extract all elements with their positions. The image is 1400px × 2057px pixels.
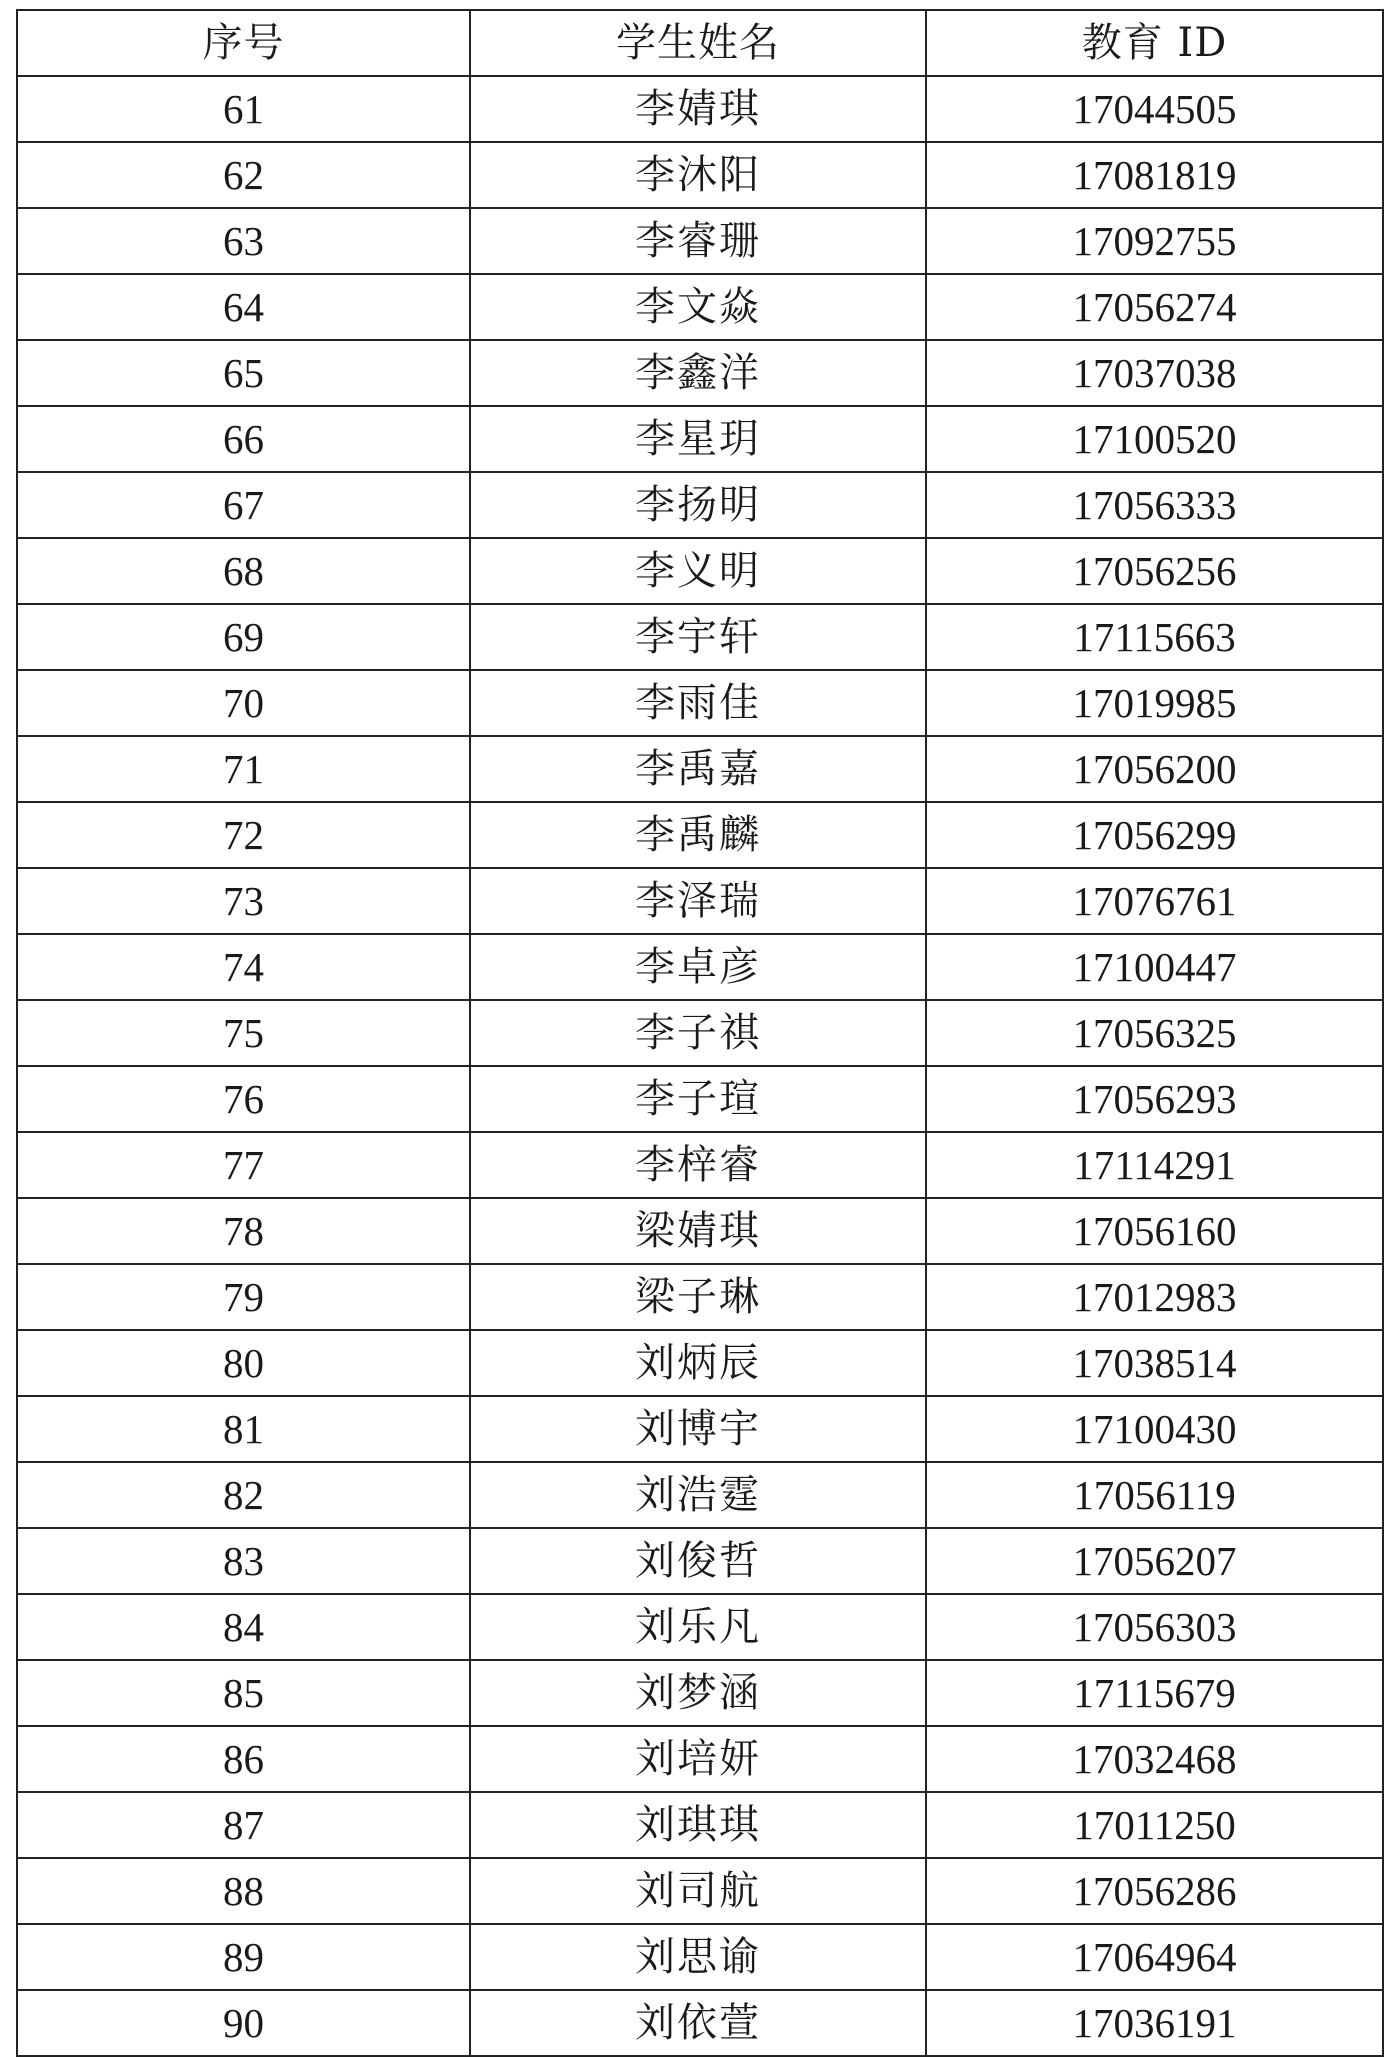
cell-serial-number: 84 [17,1594,470,1660]
cell-education-id: 17056303 [926,1594,1383,1660]
cell-serial-number: 78 [17,1198,470,1264]
cell-serial-number: 70 [17,670,470,736]
cell-serial-number: 85 [17,1660,470,1726]
table-row [17,1858,1383,1924]
cell-serial-number: 72 [17,802,470,868]
cell-education-id: 17115663 [926,604,1383,670]
cell-student-name: 刘依萱 [470,1990,926,2056]
cell-student-name: 刘思谕 [470,1924,926,1990]
cell-student-name: 李义明 [470,538,926,604]
cell-student-name: 李鑫洋 [470,340,926,406]
cell-education-id: 17056325 [926,1000,1383,1066]
table-row [17,1528,1383,1594]
table-row [17,670,1383,736]
cell-education-id: 17100430 [926,1396,1383,1462]
cell-serial-number: 83 [17,1528,470,1594]
table-row [17,802,1383,868]
cell-student-name: 李扬明 [470,472,926,538]
cell-student-name: 李文焱 [470,274,926,340]
cell-serial-number: 82 [17,1462,470,1528]
cell-student-name: 梁子琳 [470,1264,926,1330]
table-row [17,604,1383,670]
cell-education-id: 17036191 [926,1990,1383,2056]
cell-education-id: 17100520 [926,406,1383,472]
cell-student-name: 李宇轩 [470,604,926,670]
cell-education-id: 17056299 [926,802,1383,868]
cell-student-name: 刘培妍 [470,1726,926,1792]
cell-serial-number: 90 [17,1990,470,2056]
cell-education-id: 17064964 [926,1924,1383,1990]
cell-education-id: 17012983 [926,1264,1383,1330]
table-row [17,1000,1383,1066]
table-row [17,538,1383,604]
cell-education-id: 17056119 [926,1462,1383,1528]
cell-serial-number: 73 [17,868,470,934]
cell-education-id: 17056160 [926,1198,1383,1264]
cell-education-id: 17032468 [926,1726,1383,1792]
cell-serial-number: 77 [17,1132,470,1198]
cell-student-name: 李星玥 [470,406,926,472]
table-row [17,1198,1383,1264]
cell-serial-number: 64 [17,274,470,340]
cell-education-id: 17056274 [926,274,1383,340]
cell-student-name: 刘俊哲 [470,1528,926,1594]
cell-education-id: 17056293 [926,1066,1383,1132]
cell-serial-number: 65 [17,340,470,406]
cell-student-name: 刘乐凡 [470,1594,926,1660]
cell-serial-number: 81 [17,1396,470,1462]
table-row [17,1594,1383,1660]
table-row [17,1264,1383,1330]
cell-education-id: 17100447 [926,934,1383,1000]
cell-student-name: 刘炳辰 [470,1330,926,1396]
cell-education-id: 17056286 [926,1858,1383,1924]
cell-education-id: 17019985 [926,670,1383,736]
cell-serial-number: 79 [17,1264,470,1330]
table-row [17,1462,1383,1528]
cell-serial-number: 63 [17,208,470,274]
cell-education-id: 17056256 [926,538,1383,604]
cell-education-id: 17056333 [926,472,1383,538]
cell-education-id: 17076761 [926,868,1383,934]
header-education-id: 教育 ID [926,10,1383,76]
header-row [17,10,1383,76]
cell-serial-number: 74 [17,934,470,1000]
cell-student-name: 李婧琪 [470,76,926,142]
table-row [17,340,1383,406]
cell-education-id: 17038514 [926,1330,1383,1396]
table-row [17,1066,1383,1132]
table-row [17,1660,1383,1726]
cell-serial-number: 87 [17,1792,470,1858]
cell-serial-number: 61 [17,76,470,142]
cell-education-id: 17114291 [926,1132,1383,1198]
cell-education-id: 17037038 [926,340,1383,406]
cell-education-id: 17056207 [926,1528,1383,1594]
cell-education-id: 17056200 [926,736,1383,802]
cell-student-name: 李睿珊 [470,208,926,274]
cell-student-name: 李雨佳 [470,670,926,736]
table-row [17,934,1383,1000]
cell-student-name: 李子祺 [470,1000,926,1066]
cell-serial-number: 69 [17,604,470,670]
cell-student-name: 刘博宇 [470,1396,926,1462]
cell-serial-number: 71 [17,736,470,802]
cell-student-name: 李子瑄 [470,1066,926,1132]
cell-serial-number: 75 [17,1000,470,1066]
cell-student-name: 李卓彦 [470,934,926,1000]
table-row [17,142,1383,208]
table-row [17,868,1383,934]
cell-serial-number: 80 [17,1330,470,1396]
cell-student-name: 李禹嘉 [470,736,926,802]
cell-serial-number: 88 [17,1858,470,1924]
cell-education-id: 17011250 [926,1792,1383,1858]
cell-student-name: 刘琪琪 [470,1792,926,1858]
cell-student-name: 刘浩霆 [470,1462,926,1528]
cell-serial-number: 89 [17,1924,470,1990]
table-row [17,1792,1383,1858]
cell-education-id: 17092755 [926,208,1383,274]
table-row [17,274,1383,340]
table-row [17,472,1383,538]
cell-student-name: 李沐阳 [470,142,926,208]
cell-serial-number: 67 [17,472,470,538]
cell-student-name: 刘司航 [470,1858,926,1924]
table-row [17,406,1383,472]
table-row [17,1132,1383,1198]
cell-serial-number: 76 [17,1066,470,1132]
cell-education-id: 17044505 [926,76,1383,142]
table-header [17,10,1383,76]
table-row [17,1396,1383,1462]
cell-student-name: 刘梦涵 [470,1660,926,1726]
header-serial-number: 序号 [17,10,470,76]
student-roster-table [16,9,1384,2057]
cell-student-name: 李梓睿 [470,1132,926,1198]
header-student-name: 学生姓名 [470,10,926,76]
table-row [17,1330,1383,1396]
table-row [17,736,1383,802]
table-body [17,76,1383,2056]
cell-serial-number: 86 [17,1726,470,1792]
cell-education-id: 17081819 [926,142,1383,208]
cell-education-id: 17115679 [926,1660,1383,1726]
table-row [17,208,1383,274]
document-sheet [16,9,1384,2057]
cell-serial-number: 62 [17,142,470,208]
cell-serial-number: 66 [17,406,470,472]
cell-serial-number: 68 [17,538,470,604]
cell-student-name: 李泽瑞 [470,868,926,934]
cell-student-name: 梁婧琪 [470,1198,926,1264]
table-row [17,1990,1383,2056]
cell-student-name: 李禹麟 [470,802,926,868]
table-row [17,1924,1383,1990]
table-row [17,1726,1383,1792]
table-row [17,76,1383,142]
